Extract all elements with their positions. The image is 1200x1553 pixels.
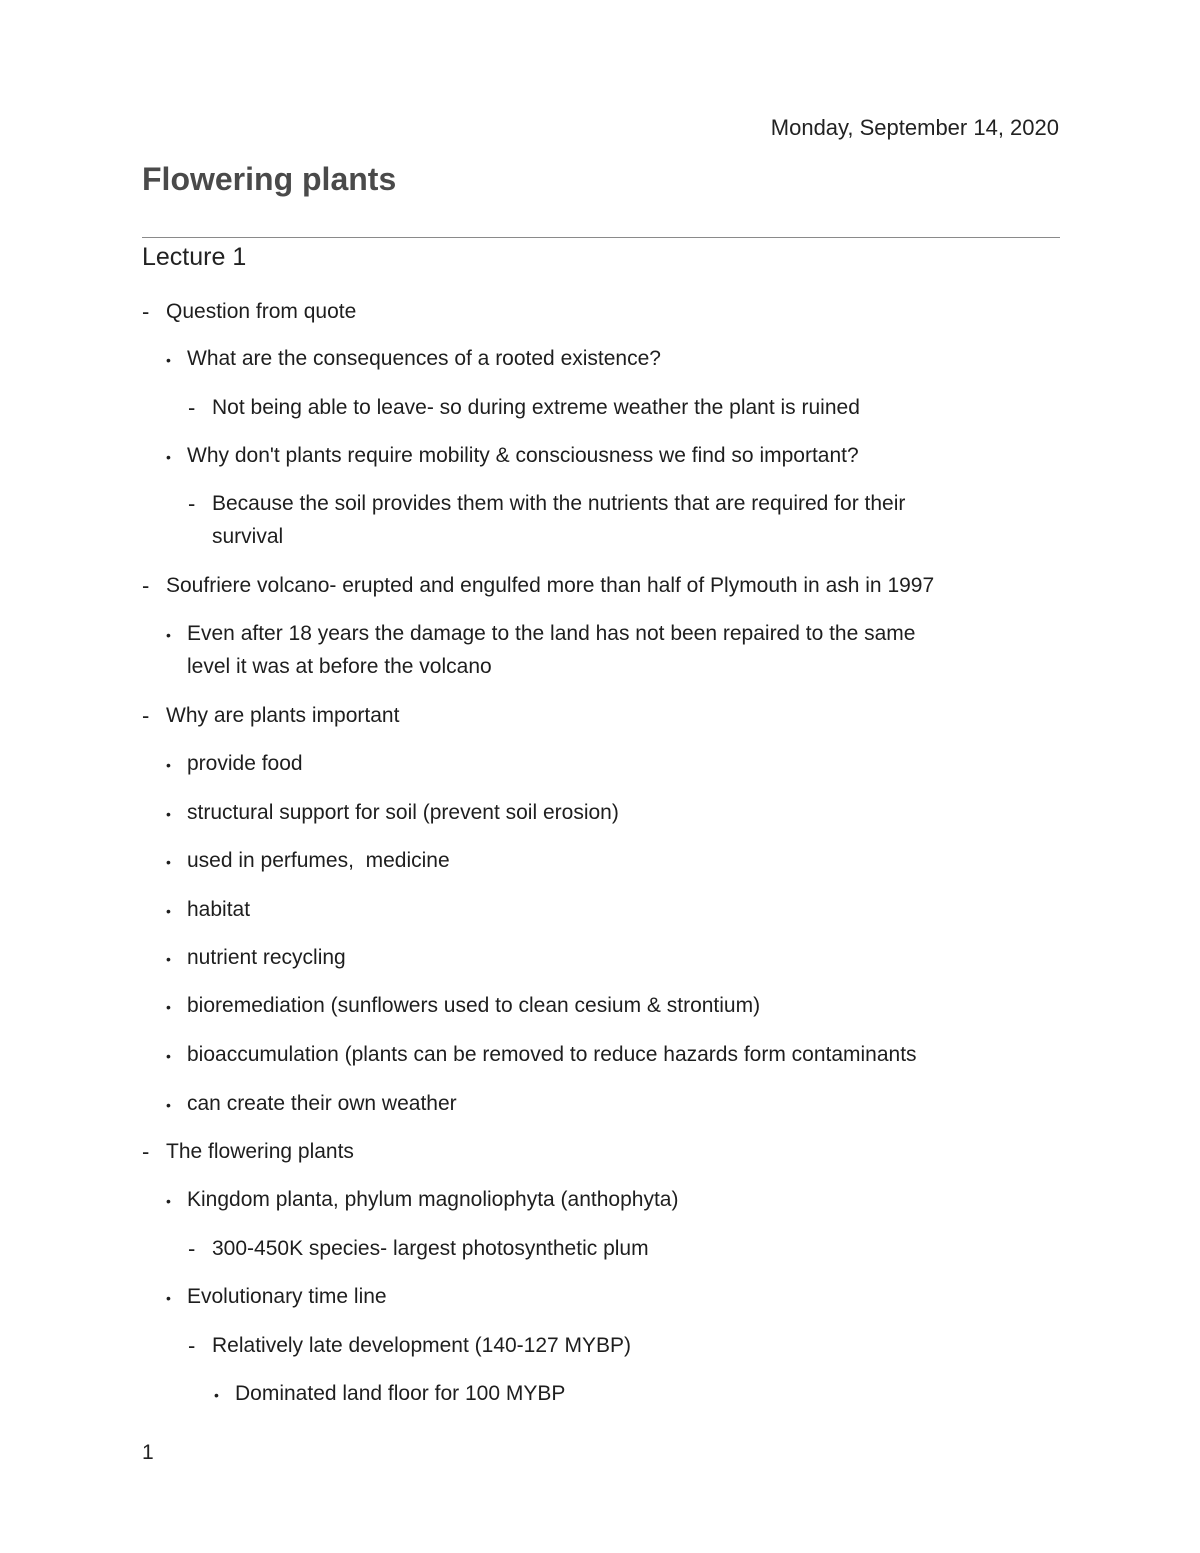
bullet-marker: • bbox=[166, 352, 171, 368]
outline-item-text: habitat bbox=[187, 898, 251, 921]
bullet-marker: • bbox=[166, 1097, 171, 1113]
outline-item-text: Evolutionary time line bbox=[187, 1285, 387, 1308]
dash-marker: - bbox=[142, 299, 150, 324]
outline-item-text: Kingdom planta, phylum magnoliophyta (anthophyta) bbox=[187, 1188, 679, 1211]
outline-item-text: structural support for soil (prevent soil erosion) bbox=[187, 801, 619, 824]
outline-item-text: nutrient recycling bbox=[187, 946, 346, 969]
outline-item-text: 300-450K species- largest photosynthetic plum bbox=[212, 1237, 649, 1260]
dash-marker: - bbox=[142, 703, 150, 728]
outline-item-text: Not being able to leave- so during extreme weather the plant is ruined bbox=[212, 396, 860, 419]
bullet-marker: • bbox=[166, 951, 171, 967]
outline-item-text: can create their own weather bbox=[187, 1092, 457, 1115]
outline-item-text: Question from quote bbox=[166, 300, 357, 323]
outline-item-continuation: level it was at before the volcano bbox=[187, 655, 492, 678]
bullet-marker: • bbox=[214, 1387, 219, 1403]
outline-item-text: Relatively late development (140-127 MYBP) bbox=[212, 1334, 632, 1357]
outline-item-text: Even after 18 years the damage to the land has not been repaired to the same bbox=[187, 622, 916, 645]
section-heading: Lecture 1 bbox=[142, 243, 247, 271]
dash-marker: - bbox=[188, 1236, 196, 1261]
outline-item-text: Because the soil provides them with the nutrients that are required for their bbox=[212, 492, 906, 515]
outline-item-text: Dominated land floor for 100 MYBP bbox=[235, 1382, 566, 1405]
bullet-marker: • bbox=[166, 806, 171, 822]
bullet-marker: • bbox=[166, 1193, 171, 1209]
outline-item-text: bioaccumulation (plants can be removed to reduce hazards form contaminants bbox=[187, 1043, 917, 1066]
bullet-marker: • bbox=[166, 999, 171, 1015]
document-title: Flowering plants bbox=[142, 161, 397, 197]
bullet-marker: • bbox=[166, 627, 171, 643]
bullet-marker: • bbox=[166, 1048, 171, 1064]
dash-marker: - bbox=[188, 395, 196, 420]
outline-item-text: What are the consequences of a rooted existence? bbox=[187, 347, 661, 370]
bullet-marker: • bbox=[166, 757, 171, 773]
outline-item-text: Soufriere volcano- erupted and engulfed more than half of Plymouth in ash in 1997 bbox=[166, 574, 935, 597]
bullet-marker: • bbox=[166, 449, 171, 465]
dash-marker: - bbox=[142, 1139, 150, 1164]
bullet-marker: • bbox=[166, 1290, 171, 1306]
page-number: 1 bbox=[142, 1441, 154, 1464]
title-divider bbox=[142, 237, 1060, 238]
dash-marker: - bbox=[188, 1333, 196, 1358]
dash-marker: - bbox=[142, 573, 150, 598]
outline-item-text: The flowering plants bbox=[166, 1140, 354, 1163]
outline-item-continuation: survival bbox=[212, 525, 284, 548]
outline-item-text: Why are plants important bbox=[166, 704, 400, 727]
dash-marker: - bbox=[188, 491, 196, 516]
outline-item-text: used in perfumes, medicine bbox=[187, 849, 450, 872]
outline-item-text: Why don't plants require mobility & consciousness we find so important? bbox=[187, 444, 859, 467]
outline-item-text: bioremediation (sunflowers used to clean cesium & strontium) bbox=[187, 994, 761, 1017]
bullet-marker: • bbox=[166, 903, 171, 919]
outline-item-text: provide food bbox=[187, 752, 303, 775]
bullet-marker: • bbox=[166, 854, 171, 870]
document-date: Monday, September 14, 2020 bbox=[770, 115, 1059, 140]
